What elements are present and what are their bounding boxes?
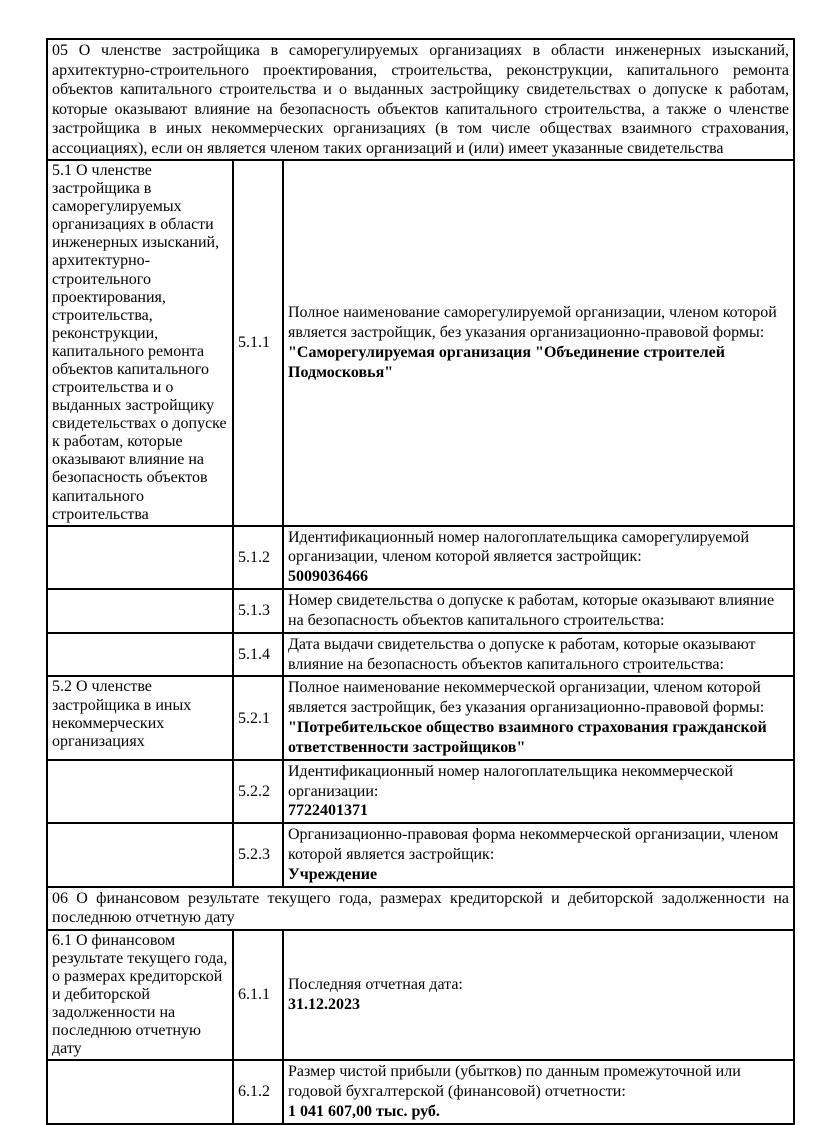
table-row [47,676,794,759]
row-content-5-1-4 [283,633,794,677]
row-value: 5009036466 [288,568,368,586]
row-code-5-2-1: 5.2.1 [233,676,283,759]
table-row [47,1060,794,1123]
row-content-5-1-1 [283,160,794,526]
table-row [47,930,794,1061]
row-label-empty [47,1060,233,1123]
section-05-header: 05 О членстве застройщика в саморегулируемых организациях в области инженерных изысканий, архитектурно-строительного проектирования, строительства, реконструкции, капитального ремонта объектов капитального строительства и о выданных застройщику свидетельствах о допуске к работам, которые оказывают влияние на безопасность объектов капитального строительства, а также о членстве застройщика в иных некоммерческих организациях (в том числе обществах взаимного страхования, ассоциациях), если он является членом таких организаций и (или) имеет указанные свидетельства [47,39,794,160]
row-value: 7722401371 [288,802,368,820]
row-content-5-2-3 [283,823,794,886]
section-05-header-row [47,39,794,160]
row-description: Последняя отчетная дата: [288,976,463,994]
row-content-5-2-1 [283,676,794,759]
table-row [47,526,794,589]
row-code-5-2-2: 5.2.2 [233,760,283,823]
row-label-empty [47,589,233,633]
row-description: Организационно-правовая форма некоммерческой организации, членом которой является застройщик: [288,826,779,864]
row-code-5-1-3: 5.1.3 [233,589,283,633]
table-row [47,760,794,823]
row-code-5-1-1: 5.1.1 [233,160,283,526]
row-description: Номер свидетельства о допуске к работам, которые оказывают влияние на безопасность объектов капитального строительства: [288,592,775,629]
row-value: "Потребительское общество взаимного страхования гражданской ответственности застройщиков" [288,719,767,756]
row-label-empty [47,633,233,677]
row-value: 1 041 607,00 тыс. руб. [288,1102,440,1120]
row-description: Размер чистой прибыли (убытков) по данным промежуточной или годовой бухгалтерской (финансовой) отчетности: [288,1063,741,1101]
table-row [47,160,794,526]
row-code-6-1-2: 6.1.2 [233,1060,283,1123]
row-description: Идентификационный номер налогоплательщика саморегулируемой организации, членом которой является застройщик: [288,528,749,566]
row-content-5-1-3 [283,589,794,633]
row-value: 31.12.2023 [288,996,360,1014]
section-06-header-row [47,887,794,930]
row-content-6-1-1 [283,930,794,1061]
row-value: Учреждение [288,865,378,883]
table-row [47,823,794,886]
row-content-6-1-2 [283,1060,794,1123]
row-label-empty [47,526,233,589]
row-description: Полное наименование саморегулируемой организации, членом которой является застройщик, без указания организационно-правовой формы: [288,304,777,342]
row-label-5-2: 5.2 О членстве застройщика в иных некоммерческих организациях [47,676,233,759]
row-label-empty [47,823,233,886]
row-code-5-1-2: 5.1.2 [233,526,283,589]
row-code-5-1-4: 5.1.4 [233,633,283,677]
table-row [47,589,794,633]
row-description: Полное наименование некоммерческой организации, членом которой является застройщик, без указания организационно-правовой формы: [288,679,765,717]
document-page [46,38,793,1125]
row-description: Идентификационный номер налогоплательщика некоммерческой организации: [288,762,734,800]
row-label-empty [47,760,233,823]
row-code-6-1-1: 6.1.1 [233,930,283,1061]
table-row [47,633,794,677]
row-label-5-1: 5.1 О членстве застройщика в саморегулируемых организациях в области инженерных изысканий, архитектурно-строительного проектирования, строительства, реконструкции, капитального ремонта объектов капитального строительства и о выданных застройщику свидетельствах о допуске к работам, которые оказывают влияние на безопасность объектов капитального строительства [47,160,233,526]
row-content-5-1-2 [283,526,794,589]
row-value: "Саморегулируемая организация "Объединение строителей Подмосковья" [288,343,725,381]
section-06-header: 06 О финансовом результате текущего года, размерах кредиторской и дебиторской задолженности на последнюю отчетную дату [47,887,794,930]
row-code-5-2-3: 5.2.3 [233,823,283,886]
row-label-6-1: 6.1 О финансовом результате текущего года, о размерах кредиторской и дебиторской задолженности на последнюю отчетную дату [47,930,233,1061]
declaration-table [46,38,795,1125]
row-content-5-2-2 [283,760,794,823]
row-description: Дата выдачи свидетельства о допуске к работам, которые оказывают влияние на безопасность объектов капитального строительства: [288,635,756,673]
